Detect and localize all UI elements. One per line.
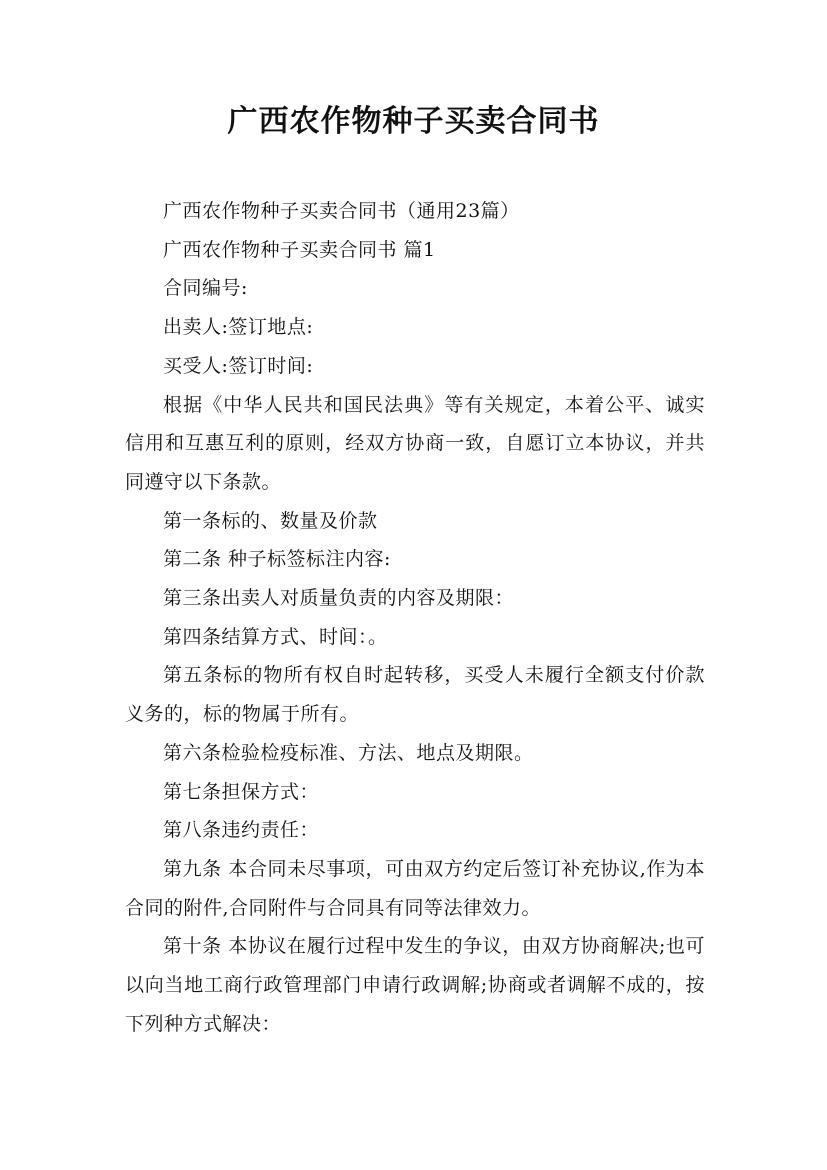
paragraph-article-2: 第二条 种子标签标注内容: xyxy=(163,548,391,571)
paragraph-buyer: 买受人:签订时间: xyxy=(163,354,314,377)
paragraph-article-1: 第一条标的、数量及价款 xyxy=(163,509,378,532)
paragraph-article-4: 第四条结算方式、时间：。 xyxy=(163,625,388,648)
paragraph-article-10: 第十条 本协议在履行过程中发生的争议，由双方协商解决;也可以向当地工商行政管理部门申请行政调解;协商或者调解不成的，按下列种方式解决： xyxy=(125,935,705,1035)
paragraph-article-8: 第八条违约责任： xyxy=(163,819,320,842)
paragraph-preamble: 根据《中华人民共和国民法典》等有关规定，本着公平、诚实信用和互惠互利的原则，经双方协商一致，自愿订立本协议，并共同遵守以下条款。 xyxy=(125,393,705,493)
paragraph-article-5: 第五条标的物所有权自时起转移，买受人未履行全额支付价款义务的，标的物属于所有。 xyxy=(125,664,705,726)
paragraph-contract-number: 合同编号: xyxy=(163,277,248,300)
document-title: 广西农作物种子买卖合同书 xyxy=(227,104,600,139)
paragraph-seller: 出卖人:签订地点: xyxy=(163,316,314,339)
paragraph-article-6: 第六条检验检疫标准、方法、地点及期限。 xyxy=(163,741,534,764)
paragraph-article-3: 第三条出卖人对质量负责的内容及期限： xyxy=(163,587,515,610)
paragraph-collection-title: 广西农作物种子买卖合同书（通用23篇） xyxy=(163,200,520,222)
paragraph-part-heading: 广西农作物种子买卖合同书 篇1 xyxy=(163,238,436,261)
document-body xyxy=(125,192,705,1043)
paragraph-article-7: 第七条担保方式： xyxy=(163,780,320,803)
paragraph-article-9: 第九条 本合同未尽事项，可由双方约定后签订补充协议,作为本合同的附件,合同附件与合同具有同等法律效力。 xyxy=(125,857,705,919)
